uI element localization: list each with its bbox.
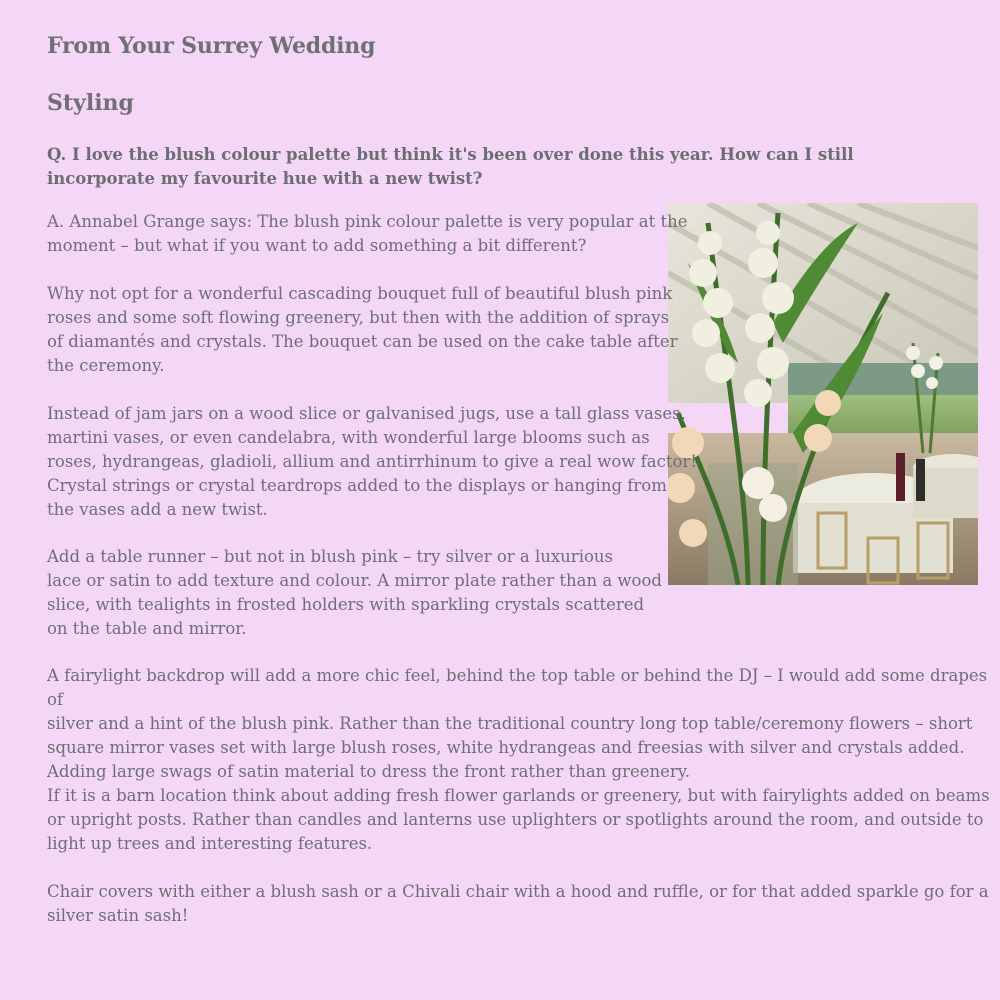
- wedding-marquee-photo: [668, 203, 978, 585]
- answer-paragraph-7: Chair covers with either a blush sash or a Chivali chair with a hood and ruffle, or for that added sparkle go for a silver satin sash!: [47, 882, 989, 925]
- question-text: Q. I love the blush colour palette but think it's been over done this year. How can I still incorporate my favourite hue with a new twist?: [47, 145, 854, 188]
- answer-paragraph-3: Instead of jam jars on a wood slice or galvanised jugs, use a tall glass vases, martini vases, or even candelabra, with wonderful large blooms such as roses, hydrangeas, gladioli, allium and antirrhinum to give a real wow factor! Crystal strings or crystal teardrops added to the displays or hanging from the vases add a new twist.: [47, 404, 697, 519]
- answer-paragraph-2: Why not opt for a wonderful cascading bouquet full of beautiful blush pink roses and some soft flowing greenery, but then with the addition of sprays of diamantés and crystals. The bouquet can be used on the cake table after the ceremony.: [47, 284, 678, 375]
- site-title: From Your Surrey Wedding: [47, 33, 376, 59]
- answer-paragraph-5: A fairylight backdrop will add a more chic feel, behind the top table or behind the DJ – I would add some drapes of silver and a hint of the blush pink. Rather than the traditional country long top table/ceremony flowers – short square mirror vases set with large blush roses, white hydrangeas and freesias with silver and crystals added. Adding large swags of satin material to dress the front rather than greenery.: [47, 666, 988, 781]
- marquee-flowers-image: [668, 203, 978, 585]
- answer-paragraph-1: A. Annabel Grange says: The blush pink colour palette is very popular at the moment – but what if you want to add something a bit different?: [47, 212, 688, 255]
- section-heading: Styling: [47, 90, 134, 116]
- answer-paragraph-6: If it is a barn location think about adding fresh flower garlands or greenery, but with fairylights added on beams or upright posts. Rather than candles and lanterns use uplighters or spotlights around the room, and outside to light up trees and interesting features.: [47, 786, 990, 853]
- answer-paragraph-4: Add a table runner – but not in blush pink – try silver or a luxurious lace or satin to add texture and colour. A mirror plate rather than a wood slice, with tealights in frosted holders with sparkling crystals scattered on the table and mirror.: [47, 547, 662, 638]
